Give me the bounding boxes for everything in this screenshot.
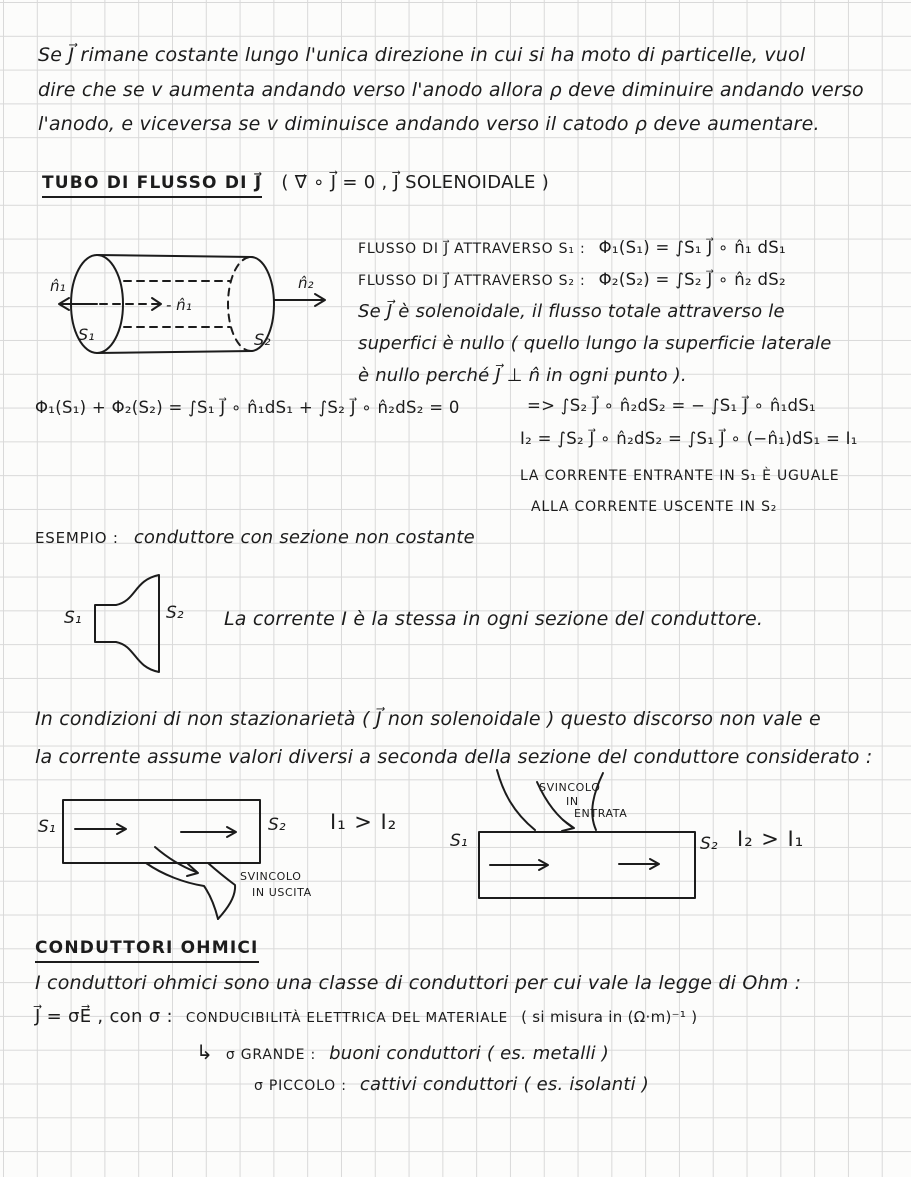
flux-implication: => ∫S₂ J⃗ ∘ n̂₂dS₂ = − ∫S₁ J⃗ ∘ n̂₁dS₁ (527, 396, 816, 415)
svincolo-uscita-label-2: IN USCITA (252, 886, 312, 899)
nonstationary-line-1: In condizioni di non stazionarietà ( J⃗ non solenoidale ) questo discorso non vale e (35, 708, 821, 730)
ohmic-heading (35, 938, 259, 958)
entrance-ramp-branch (497, 770, 603, 831)
funnel-s1-label: S₁ (64, 608, 82, 628)
entrata-s1-label: S₁ (450, 831, 468, 851)
flux-tube-diagram (40, 248, 340, 366)
current-note-2: ALLA CORRENTE USCENTE IN S₂ (531, 499, 778, 515)
flux-tube-condition: ( ∇⃗ ∘ J⃗ = 0 , J⃗ SOLENOIDALE ) (281, 172, 550, 193)
flux-sum-equation: Φ₁(S₁) + Φ₂(S₂) = ∫S₁ J⃗ ∘ n̂₁dS₁ + ∫S₂ J⃗ ∘ n̂₂dS₂ = 0 (35, 398, 460, 417)
current-equality-equation: I₂ = ∫S₂ J⃗ ∘ n̂₂dS₂ = ∫S₁ J⃗ ∘ (−n̂₁)dS₁ = I₁ (520, 429, 858, 448)
intro-line-2: dire che se v aumenta andando verso l'anodo allora ρ deve diminuire andando verso (38, 79, 864, 101)
entrata-inequality: I₂ > I₁ (737, 827, 805, 851)
svincolo-entrata-label-3: ENTRATA (574, 807, 628, 820)
current-note-1: LA CORRENTE ENTRANTE IN S₁ È UGUALE (520, 468, 840, 484)
entrata-s2-label: S₂ (700, 834, 718, 854)
intro-line-1: Se J⃗ rimane costante lungo l'unica direzione in cui si ha moto di particelle, vuol (38, 44, 806, 66)
flux-s1-eq: Φ₁(S₁) = ∫S₁ J⃗ ∘ n̂₁ dS₁ (598, 238, 786, 257)
flux-s2-eq: Φ₂(S₂) = ∫S₂ J⃗ ∘ n̂₂ dS₂ (598, 270, 786, 289)
ohm-law-line (35, 1006, 697, 1027)
minus-n1-hat-label: - n̂₁ (166, 296, 192, 314)
s2-face-label: S₂ (254, 330, 271, 349)
sigma-small-line (254, 1074, 649, 1095)
exit-ramp-branch (146, 847, 235, 919)
ohm-law-equation: J⃗ = σE⃗ , con σ : (35, 1006, 173, 1027)
uscita-inequality: I₁ > I₂ (330, 810, 398, 834)
esempio-line (35, 527, 475, 548)
svincolo-uscita-label-1: SVINCOLO (240, 870, 302, 883)
intro-line-3: l'anodo, e viceversa se v diminuisce andando verso il catodo ρ deve aumentare. (38, 113, 820, 135)
ohmic-line-1: I conduttori ohmici sono una classe di conduttori per cui vale la legge di Ohm : (35, 972, 802, 994)
nonstationary-line-2: la corrente assume valori diversi a seconda della sezione del conduttore considerato : (35, 746, 873, 768)
uscita-s1-label: S₁ (38, 817, 56, 837)
n1-hat-label: n̂₁ (50, 277, 66, 295)
sigma-small-label: σ PICCOLO : (254, 1078, 347, 1094)
uscita-s2-label: S₂ (268, 815, 286, 835)
conductivity-caps: CONDUCIBILITÀ ELETTRICA DEL MATERIALE (185, 1010, 508, 1026)
ohmic-title: CONDUTTORI OHMICI (35, 938, 259, 963)
s1-face-label: S₁ (78, 325, 95, 344)
funnel-caption: La corrente I è la stessa in ogni sezione del conduttore. (224, 608, 764, 630)
svincolo-entrata-label-1: SVINCOLO (539, 781, 601, 794)
sigma-big-text: buoni conduttori ( es. metalli ) (329, 1043, 610, 1064)
solenoidal-text-1: Se J⃗ è solenoidale, il flusso totale attraverso le (358, 301, 785, 322)
esempio-label: ESEMPIO : (35, 529, 119, 547)
svincolo-entrata-label-2: IN (566, 795, 579, 808)
funnel-s2-label: S₂ (166, 603, 184, 623)
flux-s2-caps: FLUSSO DI J⃗ ATTRAVERSO S₂ : (358, 273, 586, 289)
flux-s1-line (358, 238, 786, 257)
current-arrows (75, 824, 236, 837)
flux-s1-caps: FLUSSO DI J⃗ ATTRAVERSO S₁ : (358, 241, 586, 257)
flux-s2-line (358, 270, 786, 289)
exit-ramp-diagram (55, 795, 285, 927)
sigma-small-text: cattivi conduttori ( es. isolanti ) (359, 1074, 649, 1095)
corner-arrow-icon: ↳ (196, 1040, 213, 1064)
normal-vector-arrows (59, 294, 325, 310)
solenoidal-text-2: superfici è nullo ( quello lungo la superficie laterale (358, 333, 832, 354)
funnel-outline (95, 575, 159, 672)
sigma-big-label: σ GRANDE : (225, 1047, 317, 1063)
flux-tube-heading (42, 172, 549, 193)
n2-hat-label: n̂₂ (298, 274, 314, 292)
current-arrows (490, 859, 659, 870)
esempio-text: conduttore con sezione non costante (133, 527, 475, 548)
flux-tube-title: TUBO DI FLUSSO DI J⃗ (42, 173, 262, 198)
sigma-big-line (196, 1040, 609, 1064)
conductivity-units: ( si misura in (Ω·m)⁻¹ ) (521, 1008, 698, 1026)
solenoidal-text-3: è nullo perché J⃗ ⊥ n̂ in ogni punto ). (358, 365, 687, 386)
